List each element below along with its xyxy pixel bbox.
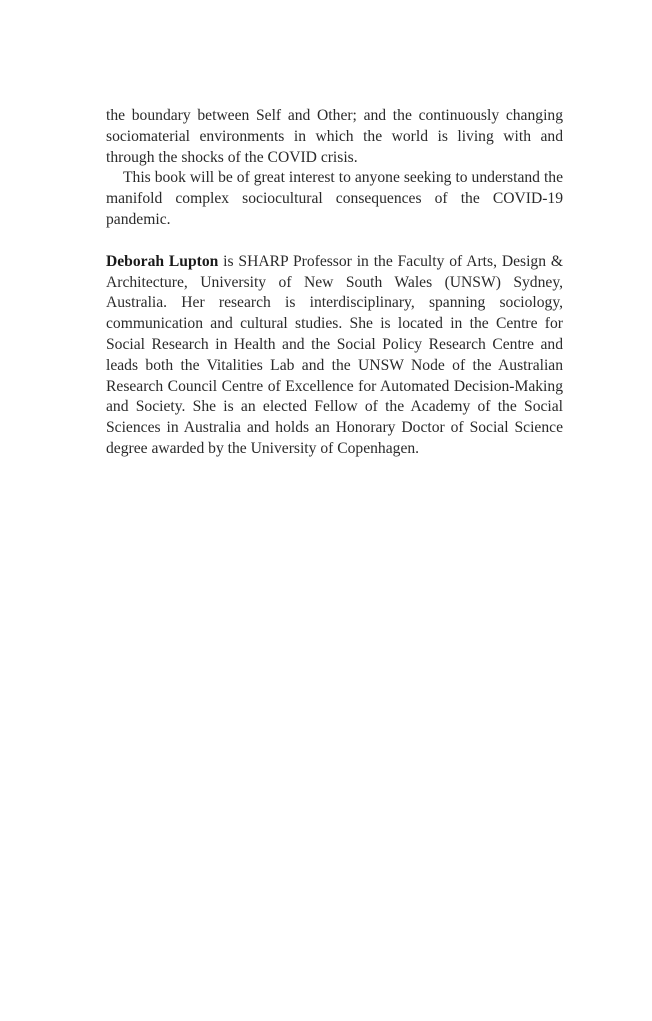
body-text	[106, 106, 563, 460]
author-bio	[106, 252, 563, 460]
interest-paragraph: This book will be of great interest to anyone seeking to understand the manifold complex sociocultural consequences of the COVID-19 pandemic.	[106, 169, 563, 228]
author-name: Deborah Lupton	[106, 252, 219, 270]
continued-paragraph: the boundary between Self and Other; and the continuously changing sociomaterial environments in which the world is living with and through the shocks of the COVID crisis.	[106, 107, 563, 166]
author-bio-text: is SHARP Professor in the Faculty of Arts, Design & Architecture, University of New South Wales (UNSW) Sydney, Australia. Her research is interdisciplinary, spanning sociology, communication and cultural studies. She is located in the Centre for Social Research in Health and the Social Policy Research Centre and leads both the Vitalities Lab and the UNSW Node of the Australian Research Council Centre of Excellence for Automated Decision-Making and Society. She is an elected Fellow of the Academy of the Social Sciences in Australia and holds an Honorary Doctor of Social Science degree awarded by the University of Copenhagen.	[106, 252, 563, 457]
